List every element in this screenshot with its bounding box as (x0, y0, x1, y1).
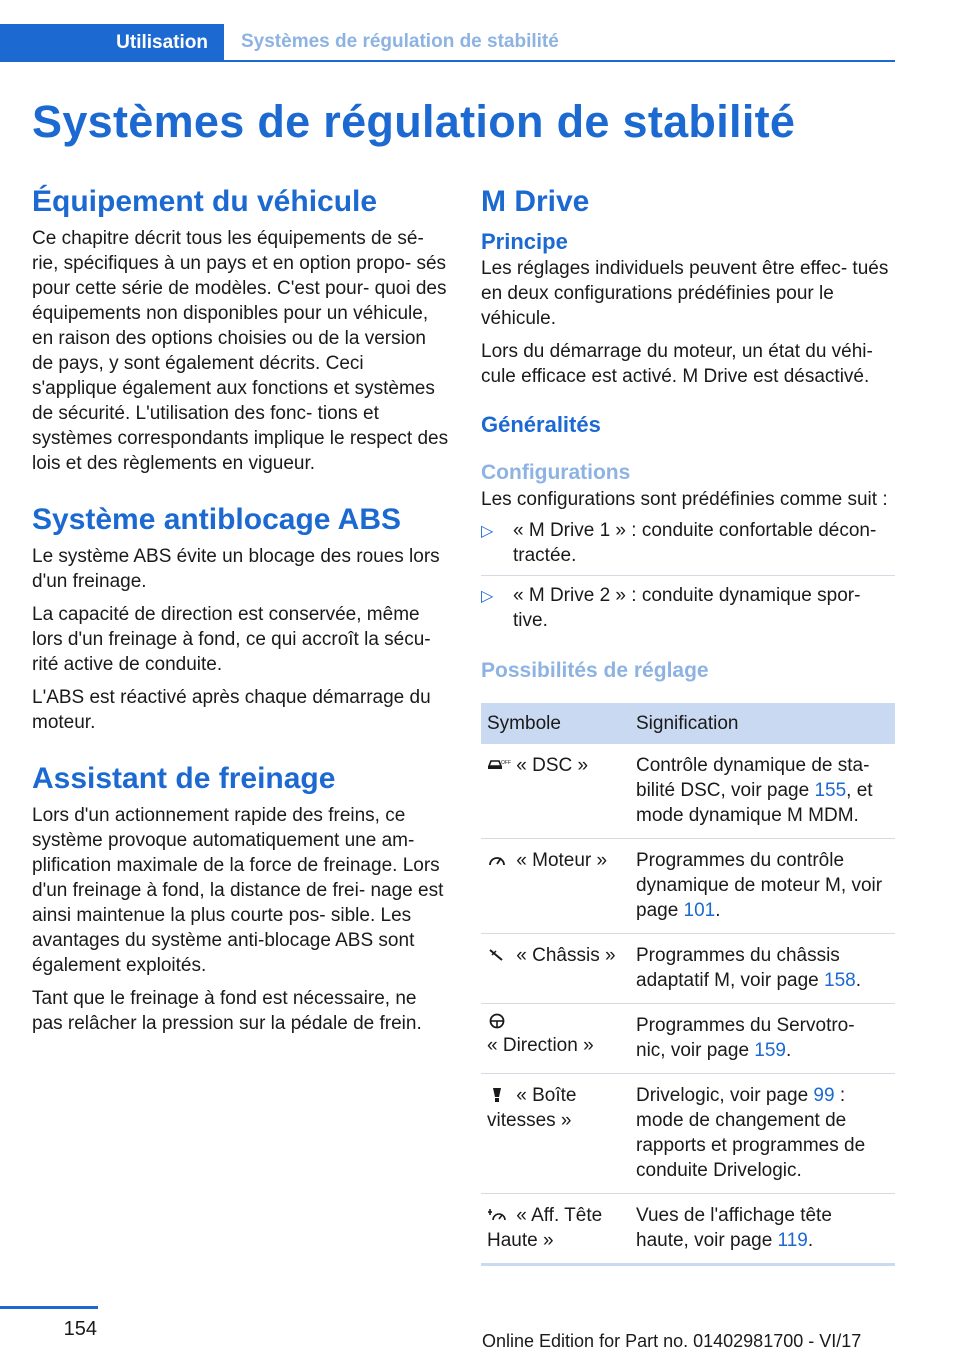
assistant-paragraph-1: Lors d'un actionnement rapide des freins, ce système provoque automatiquement une am- plification maximale de la force de freinage. Lors d'un freinage à fond, la distance de frei- nage est ainsi maintenue la plus courte pos- sible. Les avantages du système anti-blocage ABS sont également exploités. (32, 805, 444, 976)
symbol-cell (481, 1194, 630, 1264)
chassis-icon (487, 947, 507, 963)
symbol-cell (481, 1004, 630, 1074)
meaning-text: Programmes du châssis adaptatif M, voir page (636, 945, 840, 991)
svg-text:OFF: OFF (501, 760, 511, 766)
page-header (0, 24, 895, 62)
page-link[interactable]: 158 (824, 970, 856, 991)
symbol-label: « DSC » (516, 755, 589, 776)
possibilites-heading: Possibilités de réglage (481, 659, 709, 682)
page-link[interactable]: 99 (813, 1085, 835, 1106)
meaning-cell (630, 744, 895, 839)
settings-table (481, 703, 895, 1263)
abs-paragraph-3: L'ABS est réactivé après chaque démarrage du moteur. (32, 687, 431, 733)
meaning-cell (630, 839, 895, 934)
symbol-label: « Direction » (487, 1035, 594, 1056)
table-row (481, 839, 895, 934)
configurations-intro: Les configurations sont prédéfinies comme suit : (481, 489, 888, 510)
table-row (481, 1194, 895, 1264)
column-header-symbol: Symbole (481, 703, 630, 744)
edition-note: Online Edition for Part no. 01402981700 - VI/17 (482, 1331, 862, 1351)
page-link[interactable]: 159 (754, 1040, 786, 1061)
header-section-tab[interactable]: Utilisation (0, 24, 224, 62)
symbol-label: « Boîte vitesses » (487, 1085, 577, 1131)
configurations-list (481, 518, 895, 633)
list-item-text: « M Drive 1 » : conduite confortable décon- tractée. (513, 520, 877, 566)
meaning-text: Programmes du Servotro- nic, voir page (636, 1015, 855, 1061)
symbol-cell (481, 934, 630, 1004)
list-item-text: « M Drive 2 » : conduite dynamique spor- tive. (513, 585, 861, 631)
header-chapter-tab[interactable]: Systèmes de régulation de stabilité (241, 31, 559, 52)
page-link[interactable]: 119 (777, 1230, 808, 1251)
steering-wheel-icon (487, 1013, 507, 1029)
meaning-text-end: . (786, 1040, 792, 1061)
meaning-cell (630, 1194, 895, 1264)
head-up-display-icon (487, 1207, 507, 1223)
page-link[interactable]: 101 (683, 900, 716, 921)
generalites-heading: Généralités (481, 412, 601, 437)
principe-paragraph-1: Les réglages individuels peuvent être effec- tués en deux configurations prédéfinies pour le véhicule. (481, 258, 889, 329)
abs-paragraph-1: Le système ABS évite un blocage des roues lors d'un freinage. (32, 546, 440, 592)
engine-gauge-icon (487, 852, 507, 868)
assistant-paragraph-2: Tant que le freinage à fond est nécessaire, ne pas relâcher la pression sur la pédale de frein. (32, 988, 422, 1034)
meaning-text-end: : mode de changement de rapports et programmes de conduite Drivelogic. (636, 1085, 866, 1181)
list-item (481, 518, 895, 568)
table-bottom-rule (481, 1263, 895, 1266)
page-link[interactable]: 155 (814, 780, 847, 801)
dsc-off-icon (487, 757, 511, 773)
table-row (481, 1074, 895, 1194)
meaning-text: Contrôle dynamique de sta- bilité DSC, voir page (636, 755, 870, 801)
m-drive-heading: M Drive (481, 185, 590, 218)
principe-heading: Principe (481, 229, 568, 254)
symbol-label: « Châssis » (516, 945, 616, 966)
meaning-text-end: . (715, 900, 721, 921)
configurations-heading: Configurations (481, 461, 631, 484)
meaning-cell (630, 934, 895, 1004)
meaning-text-end: , et mode dynamique M MDM. (636, 780, 873, 826)
symbol-label: « Moteur » (516, 850, 608, 871)
triangle-bullet-icon: ▷ (481, 523, 494, 540)
right-column (481, 184, 895, 1266)
symbol-label: « Aff. Tête Haute » (487, 1205, 603, 1251)
principe-paragraph-2: Lors du démarrage du moteur, un état du véhi- cule efficace est activé. M Drive est désactivé. (481, 341, 873, 387)
gearbox-icon (487, 1087, 507, 1103)
equipement-heading: Équipement du véhicule (32, 185, 378, 218)
equipement-paragraph: Ce chapitre décrit tous les équipements de sé- rie, spécifiques à un pays et en option propo- sés pour cette série de modèles. C'est pour- quoi des équipements non disponibles pour un véhicule, en raison des options choisies ou de la version de pays, y sont également décrits. Ceci s'applique également aux fonctions et systèmes de sécurité. L'utilisation des fonc- tions et systèmes correspondants implique le respect des lois et des règlements en vigueur. (32, 228, 449, 474)
meaning-text: Vues de l'affichage tête haute, voir page (636, 1205, 832, 1251)
left-column (32, 184, 450, 1036)
meaning-text: Drivelogic, voir page (636, 1085, 814, 1106)
table-row (481, 744, 895, 839)
meaning-text: Programmes du contrôle dynamique de moteur M, voir page (636, 850, 883, 921)
abs-paragraph-2: La capacité de direction est conservée, même lors d'un freinage à fond, ce qui accroît la sécu- rité active de conduite. (32, 604, 431, 675)
table-row (481, 934, 895, 1004)
page-title: Systèmes de régulation de stabilité (32, 96, 796, 147)
triangle-bullet-icon: ▷ (481, 588, 494, 605)
meaning-text-end: . (807, 1230, 814, 1251)
footer-rule (0, 1306, 98, 1309)
list-item (481, 575, 895, 633)
symbol-cell (481, 744, 630, 839)
assistant-heading: Assistant de freinage (32, 762, 336, 795)
table-row (481, 1004, 895, 1074)
meaning-cell (630, 1004, 895, 1074)
symbol-cell (481, 1074, 630, 1194)
meaning-text-end: . (855, 970, 861, 991)
abs-heading: Système antiblocage ABS (32, 503, 402, 536)
meaning-cell (630, 1074, 895, 1194)
table-header-row (481, 703, 895, 744)
page-number: 154 (63, 1318, 97, 1340)
symbol-cell (481, 839, 630, 934)
column-header-meaning: Signification (630, 703, 895, 744)
